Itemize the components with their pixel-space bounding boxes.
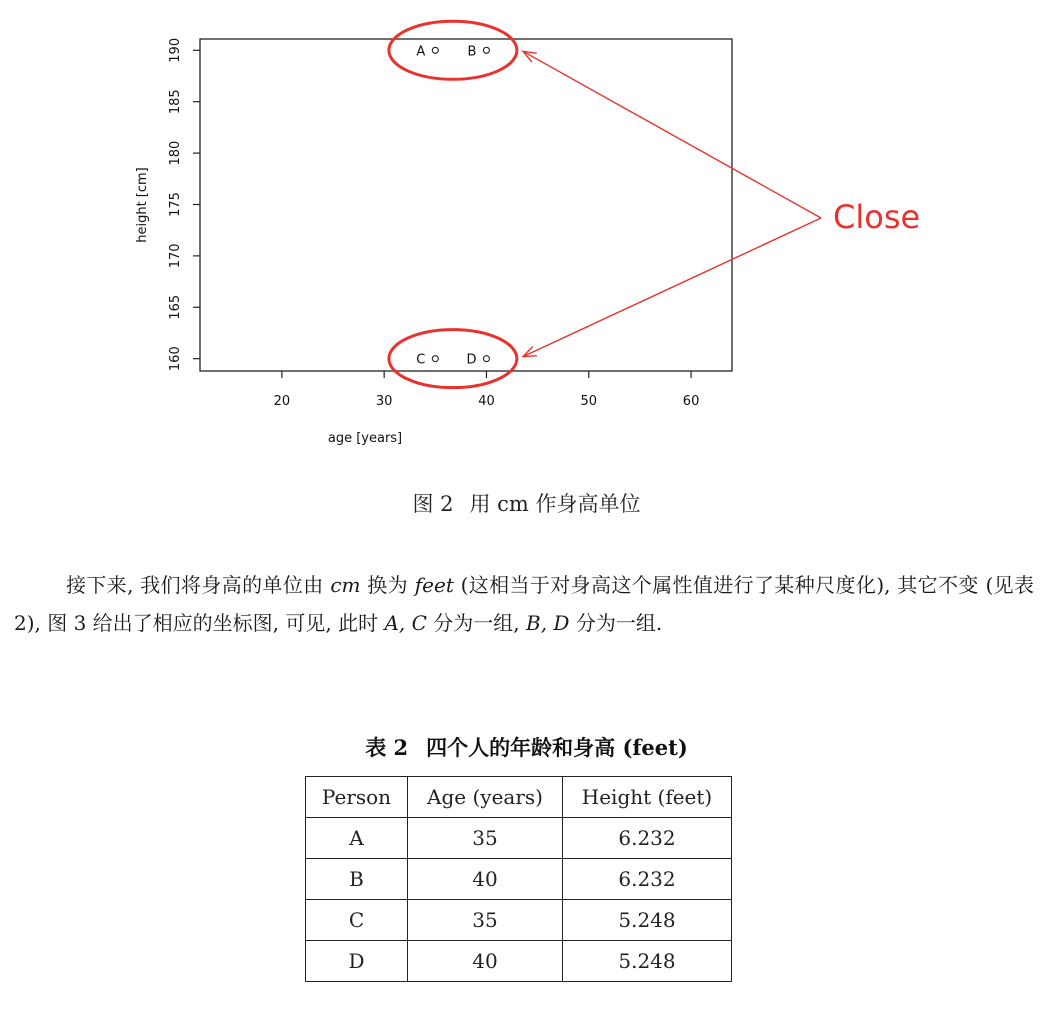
paragraph-unit-feet: feet xyxy=(414,573,454,597)
x-tick-label: 40 xyxy=(478,394,495,409)
point-label: B xyxy=(467,44,477,60)
x-tick-label: 30 xyxy=(375,394,393,409)
x-tick-label: 50 xyxy=(580,394,598,409)
plot-frame xyxy=(200,39,732,371)
header-person: Person xyxy=(306,777,408,818)
paragraph-unit-cm: cm xyxy=(330,573,361,597)
data-table xyxy=(305,776,732,982)
cell-person: B xyxy=(306,859,408,900)
y-tick-label: 190 xyxy=(168,37,183,63)
header-age: Age (years) xyxy=(408,777,563,818)
cell-age: 35 xyxy=(408,900,563,941)
figure-caption-text: 用 cm 作身高单位 xyxy=(469,492,641,516)
plot-area xyxy=(200,39,732,371)
cell-person: C xyxy=(306,900,408,941)
y-tick-label: 160 xyxy=(168,346,183,372)
paragraph-text: 换为 xyxy=(360,573,415,597)
y-axis-label: height [cm] xyxy=(135,167,150,243)
arrow-to-top-group-head xyxy=(523,51,537,62)
cell-age: 40 xyxy=(408,941,563,982)
table-number: 表 2 xyxy=(365,735,409,760)
paragraph-text: 分为一组, xyxy=(426,611,527,635)
axes xyxy=(135,38,699,446)
ellipse-bottom-group xyxy=(389,330,517,388)
figure-number: 图 2 xyxy=(412,492,454,516)
table-row xyxy=(306,900,732,941)
point-label: A xyxy=(416,44,426,60)
point-c xyxy=(432,356,438,362)
cell-person: A xyxy=(306,818,408,859)
point-d xyxy=(483,356,489,362)
cell-height: 6.232 xyxy=(563,818,732,859)
point-b xyxy=(483,47,489,53)
scatter-chart xyxy=(0,0,1053,470)
paragraph-text: (这相当于对身高这个属性值进行了某种尺度化), 其它不变 (见表 2), 图 3 给出了相应的坐标图, 可见, 此时 xyxy=(14,573,1035,635)
paragraph-text: 分为一组. xyxy=(569,611,663,635)
figure-caption xyxy=(0,488,1053,518)
header-height: Height (feet) xyxy=(563,777,732,818)
y-tick-label: 185 xyxy=(168,89,183,115)
point-a xyxy=(432,47,438,53)
paragraph-group-ac: A, C xyxy=(384,611,427,635)
point-label: D xyxy=(466,352,477,368)
annotation-label: Close xyxy=(833,198,921,236)
x-tick-label: 60 xyxy=(682,394,700,409)
table-header-row xyxy=(306,777,732,818)
point-label: C xyxy=(416,352,426,368)
cell-height: 5.248 xyxy=(563,941,732,982)
y-tick-label: 180 xyxy=(168,140,183,166)
y-tick-label: 165 xyxy=(168,294,183,320)
table-caption xyxy=(0,732,1053,762)
x-tick-label: 20 xyxy=(273,394,291,409)
cell-age: 35 xyxy=(408,818,563,859)
paragraph-group-bd: B, D xyxy=(526,611,570,635)
body-paragraph xyxy=(14,566,1034,642)
arrow-to-top-group xyxy=(523,51,821,218)
arrow-to-bottom-group xyxy=(523,218,821,357)
data-points xyxy=(416,44,489,367)
table-row xyxy=(306,941,732,982)
annotation xyxy=(389,21,920,387)
cell-height: 6.232 xyxy=(563,859,732,900)
cell-age: 40 xyxy=(408,859,563,900)
cell-person: D xyxy=(306,941,408,982)
table-row xyxy=(306,859,732,900)
table-row xyxy=(306,818,732,859)
paragraph-text: 接下来, 我们将身高的单位由 xyxy=(66,573,331,597)
y-tick-label: 175 xyxy=(168,192,183,217)
x-axis-label: age [years] xyxy=(327,431,403,446)
y-tick-label: 170 xyxy=(168,243,184,269)
cell-height: 5.248 xyxy=(563,900,732,941)
table-caption-text: 四个人的年龄和身高 (feet) xyxy=(426,735,688,760)
ellipse-top-group xyxy=(389,21,517,79)
